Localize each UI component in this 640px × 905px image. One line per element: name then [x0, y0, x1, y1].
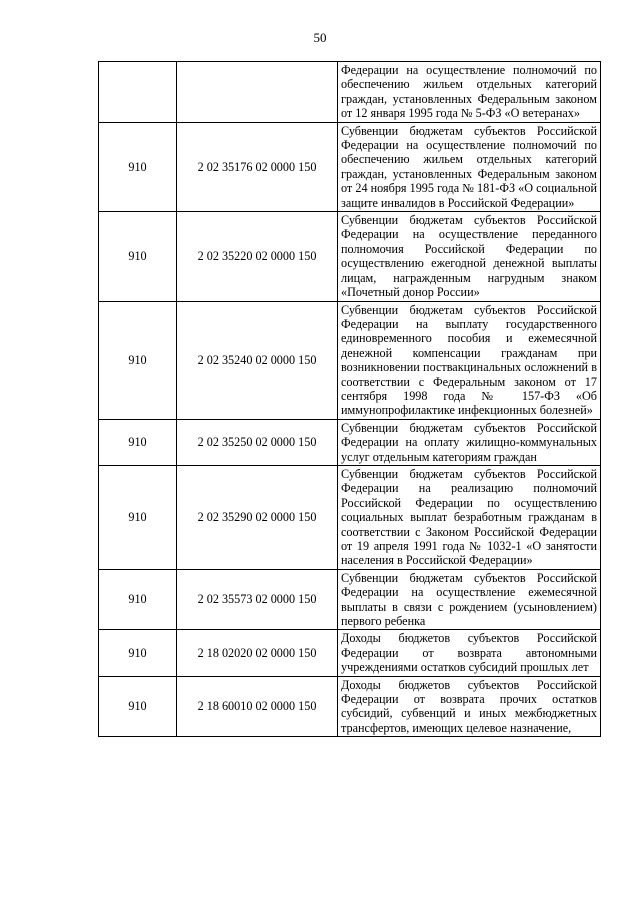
- table-row: [99, 122, 601, 211]
- revenue-name-cell: Федерации на осуществление полномочий по обеспечению жильем отдельных категорий граждан, установленных Федеральным законом от 12 января 1995 года № 5-ФЗ «О ветеранах»: [338, 62, 601, 123]
- budget-code-cell: 2 02 35240 02 0000 150: [177, 301, 338, 419]
- budget-code-cell: 2 18 60010 02 0000 150: [177, 676, 338, 737]
- table-row: [99, 212, 601, 301]
- table-row: [99, 630, 601, 676]
- budget-code-cell: 2 02 35573 02 0000 150: [177, 569, 338, 630]
- admin-code-cell: 910: [99, 122, 177, 211]
- budget-code-cell: 2 02 35250 02 0000 150: [177, 419, 338, 465]
- admin-code-cell: 910: [99, 301, 177, 419]
- table-row: [99, 419, 601, 465]
- revenue-name-cell: Субвенции бюджетам субъектов Российской Федерации на осуществление ежемесячной выплаты в связи с рождением (усыновлением) первого ребенка: [338, 569, 601, 630]
- table-row: [99, 301, 601, 419]
- admin-code-cell: 910: [99, 676, 177, 737]
- admin-code-cell: 910: [99, 569, 177, 630]
- revenue-name-cell: Субвенции бюджетам субъектов Российской Федерации на реализацию полномочий Российской Федерации по осуществлению социальных выплат безработным гражданам в соответствии с Законом Российской Федерации от 19 апреля 1991 года № 1032-1 «О занятости населения в Российской Федерации»: [338, 465, 601, 569]
- table-row: [99, 676, 601, 737]
- table-row: [99, 62, 601, 123]
- budget-code-cell: 2 02 35176 02 0000 150: [177, 122, 338, 211]
- budget-code-cell: [177, 62, 338, 123]
- admin-code-cell: 910: [99, 419, 177, 465]
- budget-code-cell: 2 02 35290 02 0000 150: [177, 465, 338, 569]
- revenue-name-cell: Субвенции бюджетам субъектов Российской Федерации на осуществление полномочий по обеспечению жильем отдельных категорий граждан, установленных Федеральным законом от 24 ноября 1995 года № 181-ФЗ «О социальной защите инвалидов в Российской Федерации»: [338, 122, 601, 211]
- budget-code-cell: 2 18 02020 02 0000 150: [177, 630, 338, 676]
- revenue-name-cell: Доходы бюджетов субъектов Российской Федерации от возврата автономными учреждениями остатков субсидий прошлых лет: [338, 630, 601, 676]
- revenue-name-cell: Субвенции бюджетам субъектов Российской Федерации на выплату государственного единовременного пособия и ежемесячной денежной компенсации гражданам при возникновении поствакцинальных осложнений в соответствии с Федеральным законом от 17 сентября 1998 года № 157-ФЗ «Об иммунопрофилактике инфекционных болезней»: [338, 301, 601, 419]
- page-number: 50: [313, 30, 327, 45]
- admin-code-cell: [99, 62, 177, 123]
- table-row: [99, 465, 601, 569]
- admin-code-cell: 910: [99, 212, 177, 301]
- budget-code-cell: 2 02 35220 02 0000 150: [177, 212, 338, 301]
- table-row: [99, 569, 601, 630]
- budget-revenue-table: [98, 61, 601, 737]
- admin-code-cell: 910: [99, 630, 177, 676]
- revenue-name-cell: Доходы бюджетов субъектов Российской Федерации от возврата прочих остатков субсидий, субвенций и иных межбюджетных трансфертов, имеющих целевое назначение,: [338, 676, 601, 737]
- admin-code-cell: 910: [99, 465, 177, 569]
- table-body: [99, 62, 601, 737]
- revenue-name-cell: Субвенции бюджетам субъектов Российской Федерации на осуществление переданного полномочия Российской Федерации по осуществлению ежегодной денежной выплаты лицам, награжденным нагрудным знаком «Почетный донор России»: [338, 212, 601, 301]
- revenue-name-cell: Субвенции бюджетам субъектов Российской Федерации на оплату жилищно-коммунальных услуг отдельным категориям граждан: [338, 419, 601, 465]
